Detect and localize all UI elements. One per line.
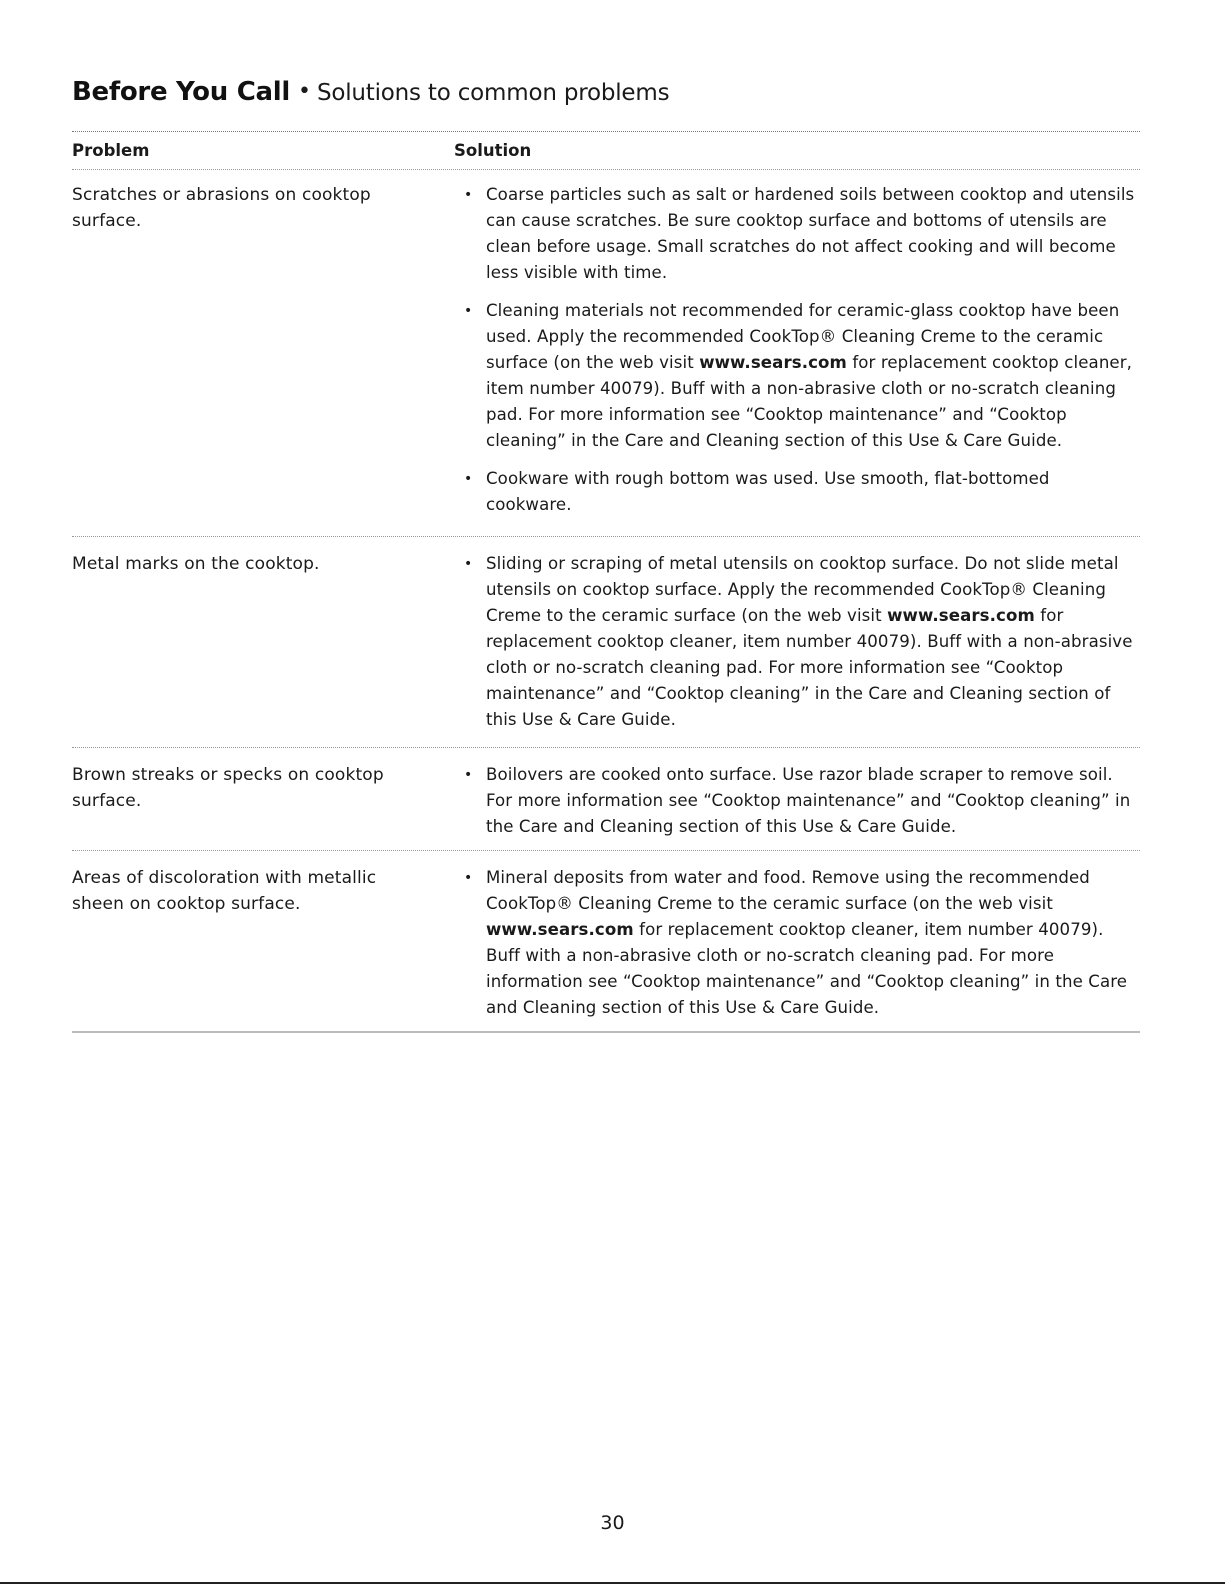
table-body	[72, 182, 1140, 1033]
bullet-icon: •	[464, 556, 473, 572]
solution-text: Sliding or scraping of metal utensils on cooktop surface. Do not slide metal utensils on cooktop surface. Apply the recommended CookTop® Cleaning Creme to the ceramic surface (on the web visit	[486, 554, 1119, 625]
bullet-icon: •	[464, 471, 473, 487]
problem-cell: Areas of discoloration with metallic sheen on cooktop surface.	[72, 868, 377, 914]
column-header-problem: Problem	[72, 141, 150, 160]
solution-text: Mineral deposits from water and food. Remove using the recommended CookTop® Cleaning Creme to the ceramic surface (on the web visit	[486, 868, 1090, 913]
problem-cell: Scratches or abrasions on cooktop surface.	[72, 185, 371, 231]
bullet-icon: •	[464, 303, 473, 319]
solution-item	[454, 466, 1140, 518]
solution-cell	[454, 762, 1140, 840]
bullet-icon: •	[464, 870, 473, 886]
table-row	[72, 748, 1140, 851]
solution-cell	[454, 865, 1140, 1021]
solution-cell	[454, 182, 1140, 518]
problem-cell: Metal marks on the cooktop.	[72, 554, 320, 574]
page-number: 30	[600, 1512, 625, 1534]
solution-text: Boilovers are cooked onto surface. Use razor blade scraper to remove soil. For more information see “Cooktop maintenance” and “Cooktop cleaning” in the Care and Cleaning section of this Use & Care Guide.	[486, 765, 1131, 836]
solution-text: Cookware with rough bottom was used. Use smooth, flat-bottomed cookware.	[486, 469, 1050, 514]
sears-website-link[interactable]: www.sears.com	[699, 353, 847, 372]
solution-item	[454, 182, 1140, 286]
footer-divider	[0, 1582, 1225, 1584]
page-content	[72, 74, 1140, 1017]
solution-item	[454, 762, 1140, 840]
bullet-icon: •	[464, 767, 473, 783]
solution-item	[454, 551, 1140, 733]
top-divider	[72, 131, 1140, 132]
table-row	[72, 851, 1140, 1033]
solution-text: Coarse particles such as salt or hardened soils between cooktop and utensils can cause scratches. Be sure cooktop surface and bottoms of utensils are clean before usage. Small scratches do not affect cooking and will become less visible with time.	[486, 185, 1135, 282]
header-divider	[72, 169, 1140, 170]
page-heading	[72, 74, 1140, 110]
solution-item	[454, 298, 1140, 454]
title-separator: •	[297, 79, 311, 104]
solution-text-continued: for replacement cooktop cleaner, item number 40079). Buff with a non-abrasive cloth or no-scratch cleaning pad. For more information see “Cooktop maintenance” and “Cooktop cleaning” in the Care and Cleaning section of this Use & Care Guide.	[486, 606, 1133, 729]
problem-cell: Brown streaks or specks on cooktop surface.	[72, 765, 384, 811]
solution-text: Cleaning materials not recommended for ceramic-glass cooktop have been used. Apply the recommended CookTop® Cleaning Creme to the ceramic surface (on the web visit	[486, 301, 1120, 372]
table-row	[72, 537, 1140, 748]
page-subtitle: Solutions to common problems	[316, 80, 670, 106]
sears-website-link[interactable]: www.sears.com	[887, 606, 1035, 625]
table-header	[72, 141, 1140, 169]
solution-cell	[454, 551, 1140, 733]
column-header-solution: Solution	[454, 141, 532, 160]
bullet-icon: •	[464, 187, 473, 203]
table-row	[72, 182, 1140, 537]
solution-text-continued: for replacement cooktop cleaner, item number 40079). Buff with a non-abrasive cloth or no-scratch cleaning pad. For more information see “Cooktop maintenance” and “Cooktop cleaning” in the Care and Cleaning section of this Use & Care Guide.	[486, 353, 1133, 450]
solution-text-continued: for replacement cooktop cleaner, item number 40079). Buff with a non-abrasive cloth or no-scratch cleaning pad. For more information see “Cooktop maintenance” and “Cooktop cleaning” in the Care and Cleaning section of this Use & Care Guide.	[486, 920, 1128, 1017]
sears-website-link[interactable]: www.sears.com	[486, 920, 634, 939]
solution-item	[454, 865, 1140, 1021]
page-title: Before You Call	[72, 77, 290, 107]
